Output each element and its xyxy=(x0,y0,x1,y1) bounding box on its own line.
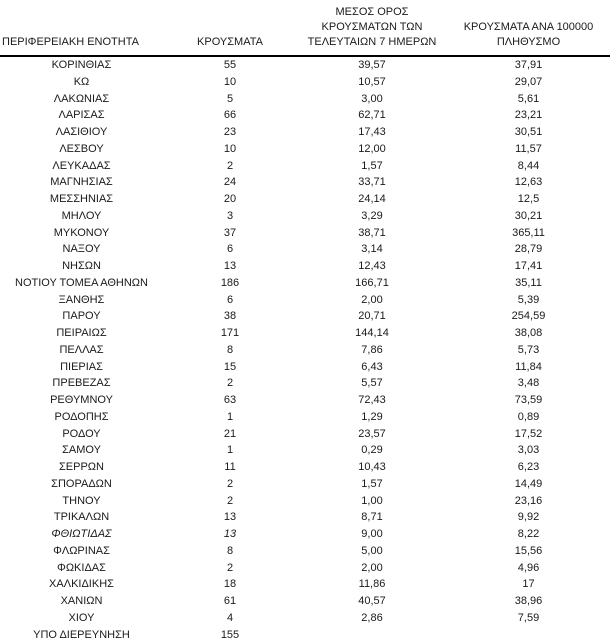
per100k-cell: 23,21 xyxy=(514,109,543,122)
table-row xyxy=(0,158,610,175)
region-cell: ΡΟΔΟΥ xyxy=(62,427,101,440)
table-row xyxy=(0,91,610,108)
table-row xyxy=(0,459,610,476)
region-cell: ΝΟΤΙΟΥ ΤΟΜΕΑ ΑΘΗΝΩΝ xyxy=(15,276,148,289)
cases-cell: 10 xyxy=(223,75,237,88)
region-cell: ΦΛΩΡΙΝΑΣ xyxy=(53,544,110,557)
col-header-per100k-line2: ΠΛΗΘΥΣΜΟ xyxy=(496,36,561,48)
col-header-avg7day-line1: ΜΕΣΟΣ ΟΡΟΣ xyxy=(335,6,409,18)
per100k-cell: 7,59 xyxy=(517,611,540,624)
region-cell: ΚΟΡΙΝΘΙΑΣ xyxy=(51,59,112,71)
cases-cell: 155 xyxy=(220,628,240,641)
table-row xyxy=(0,342,610,359)
table-row xyxy=(0,191,610,208)
cases-cell: 2 xyxy=(226,159,234,172)
avg7day-cell: 5,57 xyxy=(361,377,383,390)
table-row xyxy=(0,258,610,275)
avg7day-cell: 8,71 xyxy=(361,511,383,524)
cases-cell: 2 xyxy=(226,377,234,390)
avg7day-cell: 9,00 xyxy=(361,528,383,540)
region-cell: ΥΠΟ ΔΙΕΡΕΥΝΗΣΗ xyxy=(33,628,130,641)
table-row xyxy=(0,174,610,191)
per100k-cell: 73,59 xyxy=(514,394,543,406)
region-cell: ΠΙΕΡΙΑΣ xyxy=(60,360,103,373)
avg7day-cell: 17,43 xyxy=(358,126,386,138)
table-row xyxy=(0,593,610,610)
avg7day-cell: 3,14 xyxy=(361,243,383,256)
per100k-cell: 6,23 xyxy=(517,461,540,473)
region-cell: ΡΕΘΥΜΝΟΥ xyxy=(50,394,113,406)
avg7day-cell: 33,71 xyxy=(358,176,386,189)
cases-cell: 8 xyxy=(226,343,234,356)
cases-cell: 1 xyxy=(226,410,234,423)
per100k-cell: 38,96 xyxy=(514,595,543,607)
cases-cell: 6 xyxy=(226,243,234,256)
region-cell: ΠΑΡΟΥ xyxy=(62,310,101,323)
table-row xyxy=(0,208,610,225)
region-cell: ΤΡΙΚΑΛΩΝ xyxy=(53,511,110,524)
table-row xyxy=(0,610,610,627)
per100k-cell: 15,56 xyxy=(514,544,543,557)
col-header-avg7day-line2: ΚΡΟΥΣΜΑΤΩΝ ΤΩΝ xyxy=(321,21,423,33)
cases-cell: 11 xyxy=(224,461,236,473)
per100k-cell: 30,21 xyxy=(514,209,543,222)
per100k-cell: 35,11 xyxy=(515,276,542,289)
table-row xyxy=(0,509,610,526)
per100k-cell: 5,61 xyxy=(517,92,540,105)
col-header-per100k-line1: ΚΡΟΥΣΜΑΤΑ ΑΝΑ 100000 xyxy=(463,21,594,33)
cases-cell: 24 xyxy=(223,176,237,189)
region-cell: ΡΟΔΟΠΗΣ xyxy=(54,410,109,423)
per100k-cell: 9,92 xyxy=(517,511,540,524)
cases-cell: 2 xyxy=(226,494,234,507)
avg7day-cell: 0,29 xyxy=(361,444,383,457)
per100k-cell: 11,84 xyxy=(515,360,542,373)
cases-cell: 55 xyxy=(223,59,237,71)
table-body xyxy=(0,56,610,643)
cases-cell: 20 xyxy=(223,193,237,205)
region-cell: ΛΑΡΙΣΑΣ xyxy=(58,109,105,122)
region-cell: ΜΑΓΝΗΣΙΑΣ xyxy=(50,176,113,189)
region-cell: ΤΗΝΟΥ xyxy=(62,494,101,507)
cases-cell: 18 xyxy=(223,578,237,591)
per100k-cell: 29,07 xyxy=(514,75,543,88)
table-header xyxy=(0,0,610,56)
avg7day-cell: 40,57 xyxy=(358,595,386,607)
region-cell: ΣΑΜΟΥ xyxy=(62,444,101,457)
cases-cell: 8 xyxy=(226,544,234,557)
per100k-cell: 14,49 xyxy=(514,477,543,490)
avg7day-cell: 166,71 xyxy=(355,276,389,289)
avg7day-cell: 1,57 xyxy=(361,159,383,172)
table-row xyxy=(0,141,610,158)
cases-cell: 5 xyxy=(226,92,234,105)
cases-cell: 15 xyxy=(223,360,237,373)
per100k-cell: 17,41 xyxy=(514,260,543,272)
region-cell: ΝΑΞΟΥ xyxy=(62,243,101,256)
region-cell: ΧΙΟΥ xyxy=(68,611,95,624)
region-cell: ΛΕΣΒΟΥ xyxy=(59,142,104,155)
avg7day-cell: 2,00 xyxy=(361,561,383,574)
cases-cell: 66 xyxy=(223,109,237,122)
avg7day-cell: 72,43 xyxy=(358,394,386,406)
avg7day-cell: 144,14 xyxy=(355,327,389,339)
col-header-cases: ΚΡΟΥΣΜΑΤΑ xyxy=(163,0,297,56)
region-cell: ΦΩΚΙΔΑΣ xyxy=(57,561,106,574)
table-row xyxy=(0,325,610,342)
per100k-cell: 12,63 xyxy=(514,176,543,189)
per100k-cell: 254,59 xyxy=(511,310,546,323)
avg7day-cell: 10,57 xyxy=(358,75,386,88)
cases-cell: 10 xyxy=(223,142,237,155)
table-row xyxy=(0,74,610,91)
cases-cell: 13 xyxy=(223,528,237,540)
cases-cell: 23 xyxy=(223,126,237,138)
cases-cell: 186 xyxy=(220,276,240,289)
avg7day-cell: 1,29 xyxy=(361,410,383,423)
col-header-region: ΠΕΡΙΦΕΡΕΙΑΚΗ ΕΝΟΤΗΤΑ xyxy=(0,0,163,56)
avg7day-cell: 11,86 xyxy=(358,578,386,591)
per100k-cell: 30,51 xyxy=(514,126,543,138)
per100k-cell: 23,16 xyxy=(514,494,543,507)
cases-cell: 13 xyxy=(223,511,237,524)
avg7day-cell: 38,71 xyxy=(358,226,386,239)
per100k-cell: 365,11 xyxy=(512,226,545,239)
region-cell: ΝΗΣΩΝ xyxy=(62,260,101,272)
table-row xyxy=(0,56,610,74)
per100k-cell: 37,91 xyxy=(514,59,543,71)
per100k-cell: 8,22 xyxy=(517,528,540,540)
col-header-avg7day xyxy=(297,0,447,56)
per100k-cell: 4,96 xyxy=(517,561,540,574)
avg7day-cell: 3,29 xyxy=(361,209,383,222)
per100k-cell: 3,03 xyxy=(517,444,540,457)
per100k-cell: 12,5 xyxy=(517,193,540,205)
region-cell: ΣΠΟΡΑΔΩΝ xyxy=(51,477,112,490)
table-row xyxy=(0,627,610,644)
region-cell: ΛΑΚΩΝΙΑΣ xyxy=(53,92,110,105)
cases-cell: 21 xyxy=(223,427,237,440)
cases-cell: 2 xyxy=(226,561,234,574)
table-row xyxy=(0,543,610,560)
avg7day-cell: 39,57 xyxy=(358,59,386,71)
cases-cell: 171 xyxy=(220,327,240,339)
table-row xyxy=(0,308,610,325)
table-row xyxy=(0,493,610,510)
table-row xyxy=(0,275,610,292)
region-cell: ΣΕΡΡΩΝ xyxy=(59,461,104,473)
cases-cell: 4 xyxy=(226,611,234,624)
table-row xyxy=(0,560,610,577)
per100k-cell: 0,89 xyxy=(517,410,540,423)
table-row xyxy=(0,241,610,258)
cases-cell: 38 xyxy=(223,310,237,323)
region-cell: ΠΕΙΡΑΙΩΣ xyxy=(56,327,107,339)
region-cell: ΦΘΙΩΤΙΔΑΣ xyxy=(51,528,112,540)
cases-cell: 1 xyxy=(226,444,234,457)
per100k-cell: 8,44 xyxy=(517,159,540,172)
region-cell: ΞΑΝΘΗΣ xyxy=(58,293,105,306)
avg7day-cell: 6,43 xyxy=(361,360,383,373)
table-row xyxy=(0,292,610,309)
table-row xyxy=(0,225,610,242)
table-row xyxy=(0,359,610,376)
table-row xyxy=(0,426,610,443)
avg7day-cell: 3,00 xyxy=(361,92,383,105)
cases-cell: 13 xyxy=(223,260,237,272)
region-cell: ΛΑΣΙΘΙΟΥ xyxy=(55,126,108,138)
per100k-cell: 3,48 xyxy=(517,377,540,390)
per100k-cell: 38,08 xyxy=(514,327,543,339)
avg7day-cell: 7,86 xyxy=(361,343,383,356)
avg7day-cell: 5,00 xyxy=(361,544,383,557)
avg7day-cell: 12,00 xyxy=(358,142,386,155)
region-cell: ΚΩ xyxy=(73,75,90,88)
table-row xyxy=(0,442,610,459)
table-row xyxy=(0,392,610,409)
per100k-cell: 5,73 xyxy=(517,343,540,356)
table-row xyxy=(0,409,610,426)
cases-cell: 6 xyxy=(226,293,234,306)
cases-cell: 2 xyxy=(226,477,234,490)
per100k-cell: 11,57 xyxy=(515,142,542,155)
table-row xyxy=(0,476,610,493)
per100k-cell: 28,79 xyxy=(514,243,543,256)
per100k-cell: 17,52 xyxy=(514,427,543,440)
region-cell: ΠΡΕΒΕΖΑΣ xyxy=(52,377,111,390)
cases-cell: 61 xyxy=(223,595,237,607)
per100k-cell: 5,39 xyxy=(517,293,540,306)
avg7day-cell: 24,14 xyxy=(358,193,386,205)
avg7day-cell: 10,43 xyxy=(358,461,386,473)
col-header-per100k xyxy=(447,0,610,56)
avg7day-cell: 1,00 xyxy=(361,494,383,507)
region-cell: ΛΕΥΚΑΔΑΣ xyxy=(52,159,111,172)
region-cell: ΜΕΣΣΗΝΙΑΣ xyxy=(49,193,114,205)
avg7day-cell: 62,71 xyxy=(358,109,386,122)
cases-cell: 63 xyxy=(223,394,237,406)
avg7day-cell: 1,57 xyxy=(361,477,383,490)
region-cell: ΧΑΛΚΙΔΙΚΗΣ xyxy=(49,578,114,591)
table-row xyxy=(0,576,610,593)
cases-cell: 37 xyxy=(223,226,237,239)
per100k-cell xyxy=(447,627,610,644)
avg7day-cell: 23,57 xyxy=(358,427,386,440)
region-cell: ΠΕΛΛΑΣ xyxy=(59,343,104,356)
avg7day-cell: 2,86 xyxy=(361,611,383,624)
table-row xyxy=(0,124,610,141)
avg7day-cell xyxy=(297,627,447,644)
avg7day-cell: 20,71 xyxy=(358,310,386,323)
region-cell: ΜΥΚΟΝΟΥ xyxy=(53,226,110,239)
per100k-cell: 17 xyxy=(522,578,535,591)
table-row xyxy=(0,375,610,392)
region-cell: ΧΑΝΙΩΝ xyxy=(60,595,103,607)
table-row xyxy=(0,526,610,543)
region-cell: ΜΗΛΟΥ xyxy=(61,209,102,222)
table-row xyxy=(0,107,610,124)
avg7day-cell: 2,00 xyxy=(361,293,383,306)
cases-cell: 3 xyxy=(226,209,234,222)
col-header-avg7day-line3: ΤΕΛΕΥΤΑΙΩΝ 7 ΗΜΕΡΩΝ xyxy=(307,36,437,48)
avg7day-cell: 12,43 xyxy=(358,260,386,272)
